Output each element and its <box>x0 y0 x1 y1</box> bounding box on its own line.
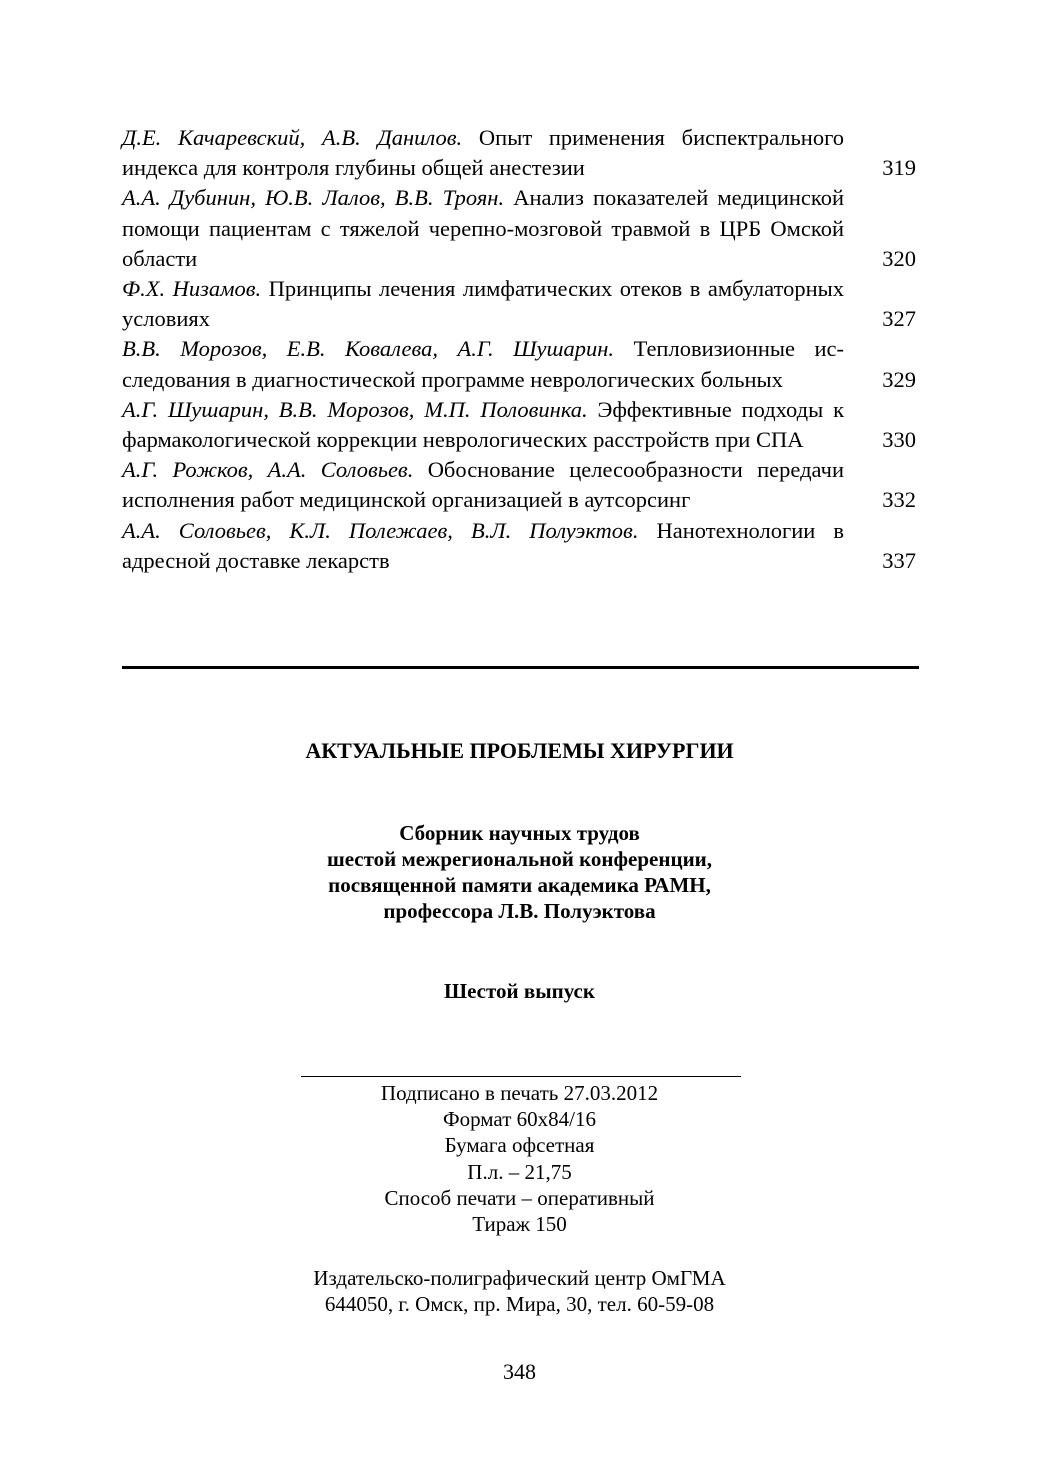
publisher-address: 644050, г. Омск, пр. Мира, 30, тел. 60-59-08 <box>324 1292 715 1317</box>
imprint-line: Способ печати – оперативный <box>384 1185 655 1210</box>
subtitle-line: шестой межрегиональной конференции, <box>326 847 713 871</box>
toc-title: Анализ показателей медицинской помощи пациентам с тяжелой черепно-мозговой травмой в ЦРБ Омской области <box>122 185 844 271</box>
toc-authors: Д.Е. Качаревский, А.В. Данилов. <box>122 125 463 150</box>
toc-page-number: 329 <box>882 366 916 392</box>
imprint-block <box>0 1080 1039 1237</box>
toc-authors: В.В. Морозов, Е.В. Ковалева, А.Г. Шушарин. <box>122 336 615 362</box>
toc-title: Эффективные подходы к фармакологической коррекции неврологических расстройств при СПА <box>122 396 844 453</box>
toc-page-number: 320 <box>882 245 916 271</box>
book-subtitle <box>0 820 1039 924</box>
toc-entry <box>122 395 918 455</box>
toc-entry <box>122 274 918 334</box>
section-divider <box>122 666 919 669</box>
toc-entry <box>122 183 918 274</box>
book-title: АКТУАЛЬНЫЕ ПРОБЛЕМЫ ХИРУРГИИ <box>305 738 734 763</box>
page-number: 348 <box>503 1359 536 1384</box>
toc-title: Опыт применения биспектрального индекса для контроля глубины общей анестезии <box>122 125 844 181</box>
toc-entry <box>122 334 918 394</box>
toc-authors: А.А. Дубинин, Ю.В. Лалов, В.В. Троян. <box>122 185 505 211</box>
imprint-line: Подписано в печать 27.03.2012 <box>380 1081 659 1105</box>
imprint-divider <box>301 1076 741 1077</box>
toc-authors: А.А. Соловьев, К.Л. Полежаев, В.Л. Полуэктов. <box>122 517 639 543</box>
imprint-line: П.л. – 21,75 <box>467 1159 572 1184</box>
toc-page-number: 330 <box>882 427 916 453</box>
toc-title: Принципы лечения лимфатических отеков в амбулаторных условиях <box>122 276 845 332</box>
subtitle-line: Сборник научных трудов <box>399 821 640 845</box>
imprint-line: Бумага офсетная <box>444 1133 595 1158</box>
subtitle-line: посвященной памяти академика РАМН, <box>328 873 711 897</box>
subtitle-line: профессора Л.В. Полуэктова <box>383 899 656 923</box>
toc-authors: Ф.Х. Низамов. <box>122 276 262 302</box>
toc-entry <box>122 516 918 576</box>
toc-page-number: 327 <box>882 306 916 332</box>
toc-entry <box>122 123 918 183</box>
toc-title: Обоснование целесообразности передачи исполнения работ медицинской организацией в аутсорсинг <box>122 457 844 513</box>
toc-entry <box>122 455 918 515</box>
toc-title: Нанотехнологии в адресной доставке лекарств <box>122 517 844 573</box>
toc-page-number: 337 <box>882 547 916 573</box>
publisher-name: Издательско-полиграфический центр ОмГМА <box>313 1266 726 1290</box>
toc-authors: А.Г. Рожков, А.А. Соловьев. <box>122 457 414 483</box>
toc-page-number: 332 <box>882 487 916 513</box>
toc-page-number: 319 <box>882 155 916 181</box>
imprint-line: Формат 60х84/16 <box>443 1107 596 1132</box>
toc-title: Тепловизионные исследования в диагностической программе неврологических больных <box>122 336 845 392</box>
imprint-line: Тираж 150 <box>472 1212 567 1237</box>
toc-authors: А.Г. Шушарин, В.В. Морозов, М.П. Половинка. <box>122 396 588 422</box>
publisher-block <box>0 1265 1039 1317</box>
issue-label: Шестой выпуск <box>444 979 595 1003</box>
table-of-contents <box>122 123 918 576</box>
